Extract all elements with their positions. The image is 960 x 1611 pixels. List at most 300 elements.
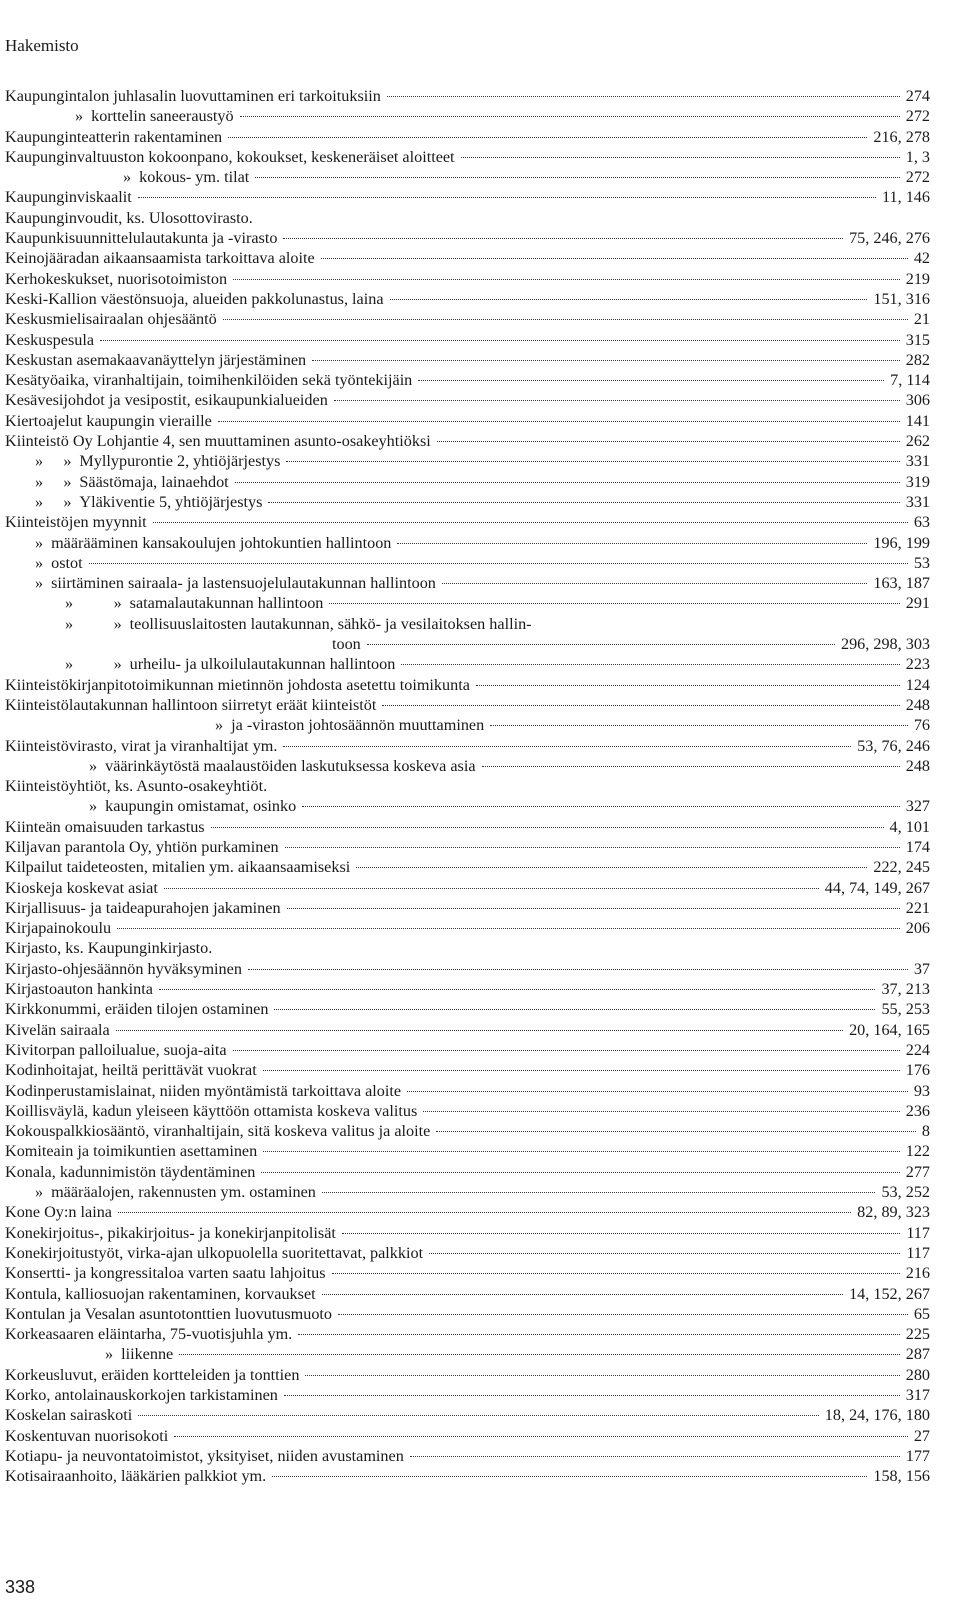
index-entry-pages: 8	[921, 1122, 930, 1141]
index-entry-pages: 117	[906, 1223, 930, 1242]
index-entry-label	[5, 756, 906, 776]
index-entry	[5, 959, 930, 979]
index-entry-label	[5, 512, 914, 532]
leader-dots	[89, 563, 908, 564]
index-entry-text: Kone Oy:n laina	[5, 1203, 112, 1222]
index-entry-label	[5, 106, 906, 126]
ditto-mark: »	[89, 756, 98, 775]
index-entry-pages: 21	[913, 310, 930, 329]
index-entry-text: Korkeasaaren eläintarha, 75-vuotisjuhla ym.	[5, 1325, 293, 1344]
index-entry-pages: 122	[905, 1142, 930, 1161]
leader-dots	[418, 380, 884, 381]
leader-dots	[138, 1415, 819, 1416]
index-entry-pages: 7, 114	[890, 371, 930, 390]
leader-dots	[116, 1030, 843, 1031]
index-entry-text: Kesätyöaika, viranhaltijain, toimihenkilöiden sekä työntekijäin	[5, 371, 413, 390]
ditto-mark: »	[35, 574, 44, 593]
leader-dots	[429, 1253, 900, 1254]
leader-dots	[407, 1091, 908, 1092]
index-entry	[5, 350, 930, 370]
index-entry-pages: 53, 76, 246	[857, 736, 930, 755]
index-entry-text: Myllypurontie 2, yhtiöjärjestys	[79, 452, 281, 471]
index-entry-pages: 124	[905, 675, 930, 694]
index-entry-text: urheilu- ja ulkoilulautakunnan hallintoon	[129, 655, 396, 674]
index-entry-label	[5, 1304, 914, 1324]
index-entry-pages: 225	[905, 1325, 930, 1344]
index-entry-pages: 37, 213	[881, 980, 930, 999]
leader-dots	[283, 746, 851, 747]
index-entry-pages: 18, 24, 176, 180	[824, 1406, 930, 1425]
index-entry-text: Kerhokeskukset, nuorisotoimiston	[5, 269, 228, 288]
index-entry-text: Kivitorpan palloilualue, suoja-aita	[5, 1040, 227, 1059]
index-entry-text: Konala, kadunnimistön täydentäminen	[5, 1162, 256, 1181]
index-entry-label	[5, 736, 857, 756]
index-entry-label	[5, 553, 914, 573]
index-entry-pages: 224	[905, 1040, 930, 1059]
index-entry-label	[5, 1202, 857, 1222]
index-entry-text: Keskuspesula	[5, 330, 95, 349]
ditto-mark: »	[105, 1345, 114, 1364]
index-entry-text: Kiinteistökirjanpitotoimikunnan mietinnön johdosta asetettu toimikunta	[5, 675, 470, 694]
index-entry-text: Kiinteän omaisuuden tarkastus	[5, 817, 205, 836]
index-entry-pages: 248	[905, 756, 930, 775]
index-entry-label	[5, 1040, 906, 1060]
index-entry-pages: 287	[905, 1345, 930, 1364]
index-entry	[5, 1162, 930, 1182]
leader-dots	[410, 1456, 900, 1457]
index-entry-pages: 196, 199	[873, 533, 930, 552]
index-entry-pages: 219	[905, 269, 930, 288]
index-entry-pages: 280	[905, 1365, 930, 1384]
leader-dots	[476, 685, 900, 686]
index-entry-label	[5, 431, 906, 451]
index-entry	[5, 1081, 930, 1101]
index-entry-pages: 20, 164, 165	[849, 1020, 930, 1039]
leader-dots	[100, 340, 900, 341]
index-entry-label	[5, 1020, 849, 1040]
leader-dots	[342, 1233, 900, 1234]
index-entry	[5, 1405, 930, 1425]
index-entry-text: Kontulan ja Vesalan asuntotonttien luovutusmuoto	[5, 1304, 333, 1323]
index-entry-label	[5, 289, 873, 309]
leader-dots	[118, 1212, 851, 1213]
index-entry-text: siirtäminen sairaala- ja lastensuojelulautakunnan hallintoon	[51, 574, 436, 593]
index-entry-pages: 163, 187	[873, 574, 930, 593]
index-entry-label	[5, 1162, 906, 1182]
index-entry-pages: 82, 89, 323	[857, 1203, 930, 1222]
ditto-mark: » »	[35, 492, 72, 511]
index-entry-pages: 93	[913, 1081, 930, 1100]
index-entry-text: ja -viraston johtosäännön muuttaminen	[231, 716, 485, 735]
index-entry-label	[5, 878, 825, 898]
index-entry-pages: 37	[913, 959, 930, 978]
leader-dots	[436, 1131, 916, 1132]
index-entry-pages: 331	[905, 492, 930, 511]
index-entry-pages: 277	[905, 1162, 930, 1181]
index-entry-text: Konekirjoitus-, pikakirjoitus- ja konekirjanpitolisät	[5, 1223, 336, 1242]
index-entry	[5, 1182, 930, 1202]
index-entry	[5, 938, 930, 958]
index-entry-label	[5, 1060, 906, 1080]
index-entry-text: Kiinteistövirasto, virat ja viranhaltijat ym.	[5, 736, 278, 755]
index-entry-label	[5, 187, 882, 207]
index-entry-text: kokous- ym. tilat	[139, 168, 250, 187]
leader-dots	[272, 1476, 867, 1477]
index-entry-pages: 76	[913, 716, 930, 735]
index-entry	[5, 695, 930, 715]
leader-dots	[235, 482, 900, 483]
index-entry-label	[5, 1081, 914, 1101]
index-entry-text: Kirjastoauton hankinta	[5, 980, 153, 999]
index-entry-pages: 44, 74, 149, 267	[824, 878, 930, 897]
index-entry	[5, 675, 930, 695]
leader-dots	[274, 1009, 875, 1010]
index-entry-pages: 272	[905, 107, 930, 126]
index-entry	[5, 898, 930, 918]
index-entry	[5, 167, 930, 187]
index-entry-label	[5, 330, 906, 350]
index-entry-text: Kesävesijohdot ja vesipostit, esikaupunkialueiden	[5, 391, 328, 410]
index-entry-label	[5, 959, 914, 979]
index-entry	[5, 309, 930, 329]
index-entry-text: Kirjasto-ohjesäännön hyväksyminen	[5, 959, 242, 978]
leader-dots	[322, 1294, 843, 1295]
ditto-mark: »	[35, 533, 44, 552]
leader-dots	[268, 502, 899, 503]
index-entry	[5, 837, 930, 857]
index-entry-pages: 1, 3	[905, 147, 930, 166]
index-entry-label	[5, 614, 930, 634]
leader-dots	[174, 1436, 908, 1437]
index-entry-label	[5, 796, 906, 816]
index-entry-label	[5, 269, 906, 289]
index-entry	[5, 492, 930, 512]
index-entry-text: Säästömaja, lainaehdot	[79, 472, 229, 491]
leader-dots	[255, 177, 899, 178]
index-entry-label	[5, 1263, 906, 1283]
index-entry-pages: 306	[905, 391, 930, 410]
index-entry	[5, 248, 930, 268]
index-entry-text: Kokouspalkkiosääntö, viranhaltijain, sitä koskeva valitus ja aloite	[5, 1122, 431, 1141]
index-entry-text: ostot	[51, 553, 83, 572]
index-entry-text: väärinkäytöstä maalaustöiden laskutuksessa koskeva asia	[105, 756, 476, 775]
index-entry-text: Kirjapainokoulu	[5, 919, 112, 938]
index-entry-text: Kodinhoitajat, heiltä perittävät vuokrat	[5, 1061, 257, 1080]
index-entry-text: Kirjallisuus- ja taideapurahojen jakaminen	[5, 898, 281, 917]
index-entry-pages: 4, 101	[889, 817, 930, 836]
index-entry-pages: 296, 298, 303	[840, 635, 930, 654]
index-entry	[5, 573, 930, 593]
leader-dots	[233, 279, 900, 280]
leader-dots	[302, 806, 900, 807]
index-entry	[5, 1223, 930, 1243]
index-entry-text: Kaupunginvaltuuston kokoonpano, kokoukset, keskeneräiset aloitteet	[5, 147, 455, 166]
index-entry-label	[5, 776, 930, 796]
index-entry-label	[5, 675, 906, 695]
index-entry	[5, 634, 930, 654]
index-entry-label	[5, 1446, 906, 1466]
index-entry-text: Keskustan asemakaavanäyttelyn järjestäminen	[5, 350, 307, 369]
index-entry-pages: 11, 146	[882, 188, 930, 207]
index-entry	[5, 999, 930, 1019]
index-entry-label	[5, 1223, 906, 1243]
index-entry-label	[5, 1324, 906, 1344]
index-entry-label	[5, 370, 890, 390]
leader-dots	[248, 969, 908, 970]
index-entry-text: Keskusmielisairaalan ohjesääntö	[5, 310, 217, 329]
index-entry-text: Kaupunkisuunnittelulautakunta ja -virasto	[5, 229, 278, 248]
leader-dots	[312, 360, 900, 361]
index-entry-label	[5, 533, 873, 553]
index-entry	[5, 1121, 930, 1141]
index-entry	[5, 472, 930, 492]
leader-dots	[390, 299, 868, 300]
index-entry	[5, 147, 930, 167]
index-entry-pages: 174	[905, 837, 930, 856]
index-entry-text: Kaupungintalon juhlasalin luovuttaminen eri tarkoituksiin	[5, 87, 381, 105]
index-entry	[5, 878, 930, 898]
index-entry	[5, 736, 930, 756]
ditto-mark: »	[123, 168, 132, 187]
index-entry-label	[5, 593, 906, 613]
ditto-mark: »	[75, 107, 84, 126]
index-entry-pages: 248	[905, 695, 930, 714]
ditto-mark: » »	[35, 452, 72, 471]
index-entry	[5, 208, 930, 228]
index-entry-text: liikenne	[121, 1345, 174, 1364]
index-entry-text: Kirkkonummi, eräiden tilojen ostaminen	[5, 1000, 269, 1019]
index-entry	[5, 431, 930, 451]
index-entry-pages: 55, 253	[881, 1000, 930, 1019]
leader-dots	[298, 1334, 899, 1335]
index-entry	[5, 1385, 930, 1405]
index-entry-label	[5, 979, 881, 999]
ditto-mark: »	[215, 716, 224, 735]
index-entry	[5, 1141, 930, 1161]
index-entry	[5, 1446, 930, 1466]
index-entry-label	[5, 1243, 906, 1263]
index-entry-label	[5, 147, 906, 167]
index-entry-pages: 53	[913, 553, 930, 572]
index-entry-label	[5, 1182, 881, 1202]
index-entry-label	[5, 309, 914, 329]
leader-dots	[138, 197, 876, 198]
index-entry	[5, 1020, 930, 1040]
index-entry-label	[5, 127, 873, 147]
index-entry-pages: 262	[905, 432, 930, 451]
index-entry	[5, 289, 930, 309]
index-entry-text: Kiinteistölautakunnan hallintoon siirretyt eräät kiinteistöt	[5, 695, 377, 714]
index-entry-pages: 272	[905, 168, 930, 187]
leader-dots	[442, 583, 867, 584]
index-entry-pages: 176	[905, 1061, 930, 1080]
index-entry	[5, 593, 930, 613]
index-entry-label	[5, 411, 906, 431]
index-entry-label	[5, 228, 849, 248]
index-entry	[5, 1365, 930, 1385]
index-entry-pages: 327	[905, 797, 930, 816]
index-entry-label	[5, 938, 930, 958]
index-entry	[5, 1263, 930, 1283]
index-entry-label	[5, 208, 930, 228]
index-entry-pages: 53, 252	[881, 1183, 930, 1202]
leader-dots	[153, 522, 908, 523]
index-entry	[5, 127, 930, 147]
index-entry	[5, 817, 930, 837]
index-entry	[5, 86, 930, 106]
leader-dots	[334, 400, 900, 401]
index-entry-text: Kaupunginviskaalit	[5, 188, 132, 207]
index-entry	[5, 553, 930, 573]
index-entry-pages: 42	[913, 249, 930, 268]
index-entry-pages: 141	[905, 411, 930, 430]
index-entry-pages: 223	[905, 655, 930, 674]
index-entry-label	[5, 248, 914, 268]
index-entry-pages: 222, 245	[873, 858, 930, 877]
index-entry-label	[5, 898, 906, 918]
leader-dots	[228, 137, 867, 138]
index-entry-text: Keinojääradan aikaansaamista tarkoittava aloite	[5, 249, 315, 268]
index-entry	[5, 715, 930, 735]
index-entry-text: Kaupunginteatterin rakentaminen	[5, 127, 223, 146]
page-header: Hakemisto	[5, 36, 79, 55]
index-entry	[5, 614, 930, 634]
index-entry-text: Kioskeja koskevat asiat	[5, 878, 158, 897]
index-entry-label	[5, 654, 906, 674]
index-entry-text: Kotiapu- ja neuvontatoimistot, yksityiset, niiden avustaminen	[5, 1446, 404, 1465]
ditto-mark: » »	[65, 655, 122, 674]
leader-dots	[338, 1314, 908, 1315]
leader-dots	[261, 1172, 899, 1173]
index-entry-text: määräalojen, rakennusten ym. ostaminen	[51, 1183, 316, 1202]
index-entry	[5, 1304, 930, 1324]
leader-dots	[179, 1354, 899, 1355]
index-entry	[5, 1466, 930, 1486]
leader-dots	[367, 644, 835, 645]
index-entry-label	[5, 1405, 825, 1425]
index-entry-label	[5, 492, 906, 512]
index-entry-text: Kontula, kalliosuojan rakentaminen, korvaukset	[5, 1284, 316, 1303]
index-entry	[5, 857, 930, 877]
leader-dots	[321, 258, 908, 259]
index-entry-text: Konsertti- ja kongressitaloa varten saatu lahjoitus	[5, 1264, 326, 1283]
index-entry-pages: 216, 278	[873, 127, 930, 146]
index-entry	[5, 330, 930, 350]
index-entry-text: Kaupunginvoudit, ks. Ulosottovirasto.	[5, 208, 253, 227]
index-entry-label	[5, 350, 906, 370]
leader-dots	[117, 928, 900, 929]
index-entry-text: Kiinteistöyhtiöt, ks. Asunto-osakeyhtiöt.	[5, 777, 268, 796]
index-entry-label	[5, 837, 906, 857]
index-entry	[5, 979, 930, 999]
leader-dots	[305, 1375, 899, 1376]
index-entry-text: kaupungin omistamat, osinko	[105, 797, 297, 816]
index-entry	[5, 390, 930, 410]
index-entry-label	[5, 573, 873, 593]
index-entry-pages: 317	[905, 1386, 930, 1404]
index-entry-text: Korko, antolainauskorkojen tarkistaminen	[5, 1386, 278, 1404]
leader-dots	[382, 705, 899, 706]
index-entry-pages: 117	[906, 1243, 930, 1262]
index-entry	[5, 1284, 930, 1304]
leader-dots	[263, 1151, 900, 1152]
index-entry-text: Kivelän sairaala	[5, 1020, 110, 1039]
leader-dots	[283, 238, 843, 239]
index-entry-text: Kilpailut taideteosten, mitalien ym. aikaansaamiseksi	[5, 858, 351, 877]
index-entry	[5, 1324, 930, 1344]
index-entry-text: Koillisväylä, kadun yleiseen käyttöön ottamista koskeva valitus	[5, 1101, 418, 1120]
index-entry-label	[5, 918, 906, 938]
index-list	[5, 86, 930, 1486]
leader-dots	[356, 867, 867, 868]
leader-dots	[329, 603, 899, 604]
leader-dots	[461, 157, 900, 158]
index-entry	[5, 451, 930, 471]
index-entry-label	[5, 1141, 906, 1161]
index-entry-label	[5, 1344, 906, 1364]
index-entry-pages: 291	[905, 594, 930, 613]
index-entry-text: Kiertoajelut kaupungin vieraille	[5, 411, 212, 430]
leader-dots	[287, 908, 900, 909]
leader-dots	[423, 1111, 899, 1112]
index-entry	[5, 1040, 930, 1060]
leader-dots	[437, 441, 900, 442]
index-entry-text: Koskentuvan nuorisokoti	[5, 1426, 169, 1445]
index-entry	[5, 370, 930, 390]
index-entry-pages: 177	[905, 1446, 930, 1465]
index-entry-pages: 274	[905, 87, 930, 105]
index-entry-text: Kotisairaanhoito, lääkärien palkkiot ym.	[5, 1467, 267, 1486]
index-entry-pages: 221	[905, 898, 930, 917]
leader-dots	[387, 96, 900, 97]
index-entry	[5, 918, 930, 938]
leader-dots	[322, 1192, 876, 1193]
leader-dots	[284, 1395, 900, 1396]
index-entry-pages: 65	[913, 1304, 930, 1323]
index-entry-label	[5, 1284, 849, 1304]
index-entry-text: Kiljavan parantola Oy, yhtiön purkaminen	[5, 837, 279, 856]
index-entry-text: Korkeusluvut, eräiden kortteleiden ja tonttien	[5, 1365, 300, 1384]
index-entry-text: teollisuuslaitosten lautakunnan, sähkö- ja vesilaitoksen hallin-	[129, 614, 532, 633]
index-entry	[5, 1101, 930, 1121]
leader-dots	[286, 461, 899, 462]
index-entry-text: Komiteain ja toimikuntien asettaminen	[5, 1142, 258, 1161]
index-entry-label	[5, 1101, 906, 1121]
index-entry-text: Kodinperustamislainat, niiden myöntämistä tarkoittava aloite	[5, 1081, 402, 1100]
index-entry	[5, 1344, 930, 1364]
index-entry-text: Kiinteistö Oy Lohjantie 4, sen muuttaminen asunto-osakeyhtiöksi	[5, 432, 431, 451]
index-entry	[5, 1202, 930, 1222]
leader-dots	[401, 664, 899, 665]
leader-dots	[233, 1050, 900, 1051]
index-entry-pages: 14, 152, 267	[849, 1284, 930, 1303]
index-entry-label	[5, 451, 906, 471]
leader-dots	[159, 989, 876, 990]
leader-dots	[285, 847, 900, 848]
index-entry-label	[5, 1365, 906, 1385]
index-entry	[5, 187, 930, 207]
index-entry-pages: 319	[905, 472, 930, 491]
index-entry	[5, 796, 930, 816]
index-entry-text: Kiinteistöjen myynnit	[5, 513, 147, 532]
index-entry-label	[5, 715, 914, 735]
leader-dots	[263, 1070, 900, 1071]
index-entry-text: Keski-Kallion väestönsuoja, alueiden pakkolunastus, laina	[5, 289, 384, 308]
index-entry	[5, 533, 930, 553]
index-entry	[5, 654, 930, 674]
index-entry	[5, 411, 930, 431]
index-entry	[5, 1243, 930, 1263]
